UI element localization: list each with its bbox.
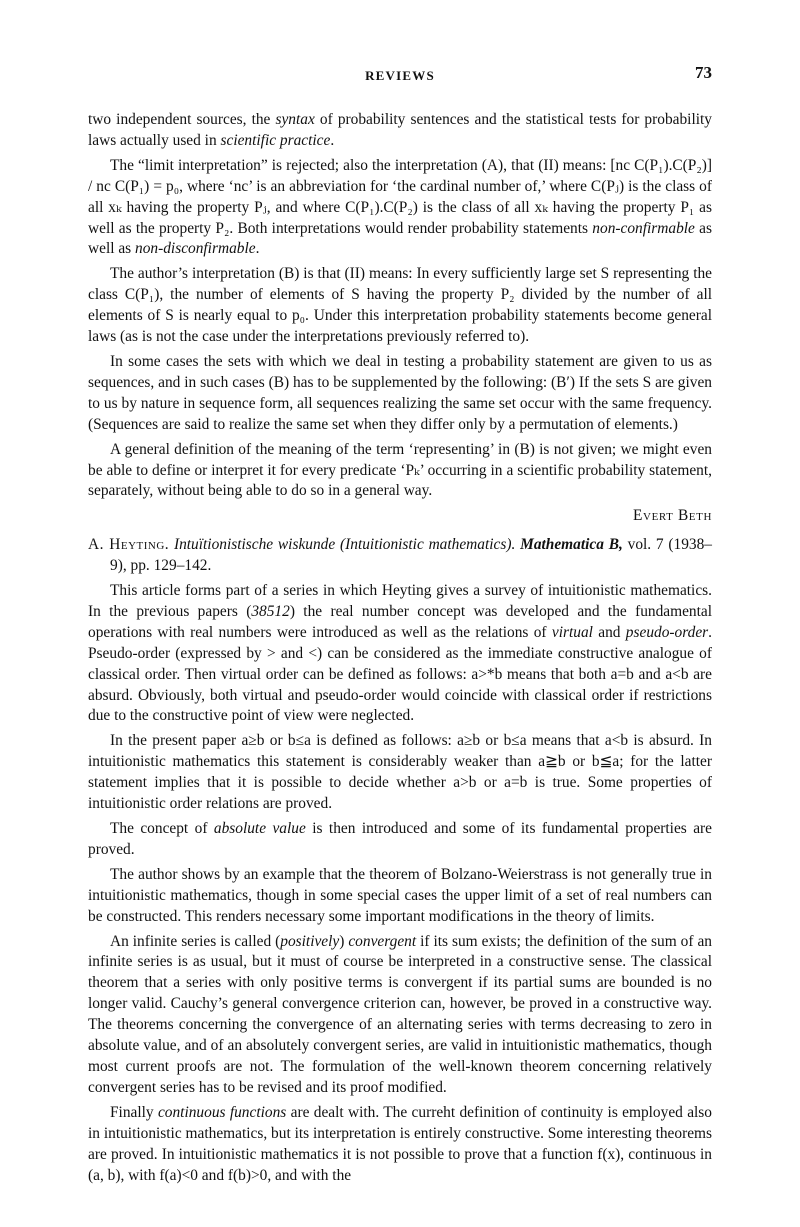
review1-paragraph-1: two independent sources, the syntax of probability sentences and the statistical tests for probability laws actually used in scientific practice. (88, 111, 712, 149)
review2-paragraph-5: An infinite series is called (positively) convergent if its sum exists; the definition of the sum of an infinite series is as usual, but it must of course be interpreted in a constructive sense. The classical theorem that a series with only positive terms is convergent if its partial sums are bounded is no longer valid. Cauchy’s general convergence criterion can, however, be proved in a constructive way. The theorems concerning the convergence of an alternating series with terms decreasing to zero in absolute value, and of an absolutely convergent series, are valid in intuitionistic mathematics, though most current proofs are not. The formulation of the well-known theorem concerning relatively convergent series has to be revised and its proof modified. (88, 932, 712, 1096)
review1-paragraph-2: The “limit interpretation” is rejected; also the interpretation (A), that (II) means: [nc C(P₁).C(P₂)] / nc C(P₁) = p₀, where ‘nc’ is an abbreviation for ‘the cardinal number of,’ where C(Pⱼ) is the class of all xₖ having the property Pⱼ, and where C(P₁).C(P₂) is the class of all xₖ having the property P₁ as well as the property P₂. Both interpretations would render probability statements non-confirmable as well as non-disconfirmable. (88, 156, 712, 258)
review2-paragraph-6: Finally continuous functions are dealt with. The curreht definition of continuity is employed also in intuitionistic mathematics, but its interpretation is entirely constructive. Some interesting theorems are proved. In intuitionistic mathematics it is not possible to prove that a function f(x), continuous in (a, b), with f(a)<0 and f(b)>0, and with the (88, 1103, 712, 1184)
review1-paragraph-3: The author’s interpretation (B) is that (II) means: In every sufficiently large set S representing the class C(P₁), the number of elements of S having the property P₂ divided by the number of all elements of S is nearly equal to p₀. Under this interpretation probability statements become general laws (as is not the case under the interpretations previously referred to). (88, 265, 712, 346)
running-head: REVIEWS (365, 68, 435, 83)
review1-paragraph-4: In some cases the sets with which we deal in testing a probability statement are given to us as sequences, and in such cases (B) has to be supplemented by the following: (B′) If the sets S are given to us by nature in sequence form, all sequences realizing the same set occur with the same frequency. (Sequences are said to realize the same set when they differ only by a permutation of elements.) (88, 352, 712, 433)
review2-paragraph-4: The author shows by an example that the theorem of Bolzano-Weierstrass is not generally true in intuitionistic mathematics, though in some special cases the upper limit of a set of real numbers can be constructed. This renders necessary some important modifications in the theory of limits. (88, 865, 712, 925)
review1-paragraph-5: A general definition of the meaning of the term ‘representing’ in (B) is not given; we might even be able to define or interpret it for every predicate ‘Pₖ’ occurring in a scientific probability statement, separately, without being able to do so in a general way. (88, 440, 712, 500)
review2-paragraph-1: This article forms part of a series in which Heyting gives a survey of intuitionistic mathematics. In the previous papers (38512) the real number concept was developed and the fundamental operations with real numbers were introduced as well as the relations of virtual and pseudo-order. Pseudo-order (expressed by > and <) can be considered as the immediate constructive analogue of classical order. Then virtual order can be defined as follows: a>*b means that both a=b and a<b are absurd. Obviously, both virtual and pseudo-order would coincide with classical order if restrictions due to the constructive point of view were neglected. (88, 582, 713, 725)
review2-paragraph-3: The concept of absolute value is then introduced and some of its fundamental properties are proved. (88, 820, 712, 858)
review2-paragraph-2: In the present paper a≥b or b≤a is defined as follows: a≥b or b≤a means that a<b is absurd. In intuitionistic mathematics this statement is considerably weaker than a≧b or b≦a; for the latter statement implies that it is possible to decide whether a>b or a=b is true. Some properties of intuitionistic order relations are proved. (88, 732, 712, 813)
body-text (88, 110, 712, 1190)
page-number: 73 (695, 63, 712, 82)
page-header (88, 63, 712, 88)
reviewer-signature: Evert Beth (633, 507, 712, 525)
review2-citation: A. Heyting. Intuïtionistische wiskunde (Intuitionistic mathematics). Mathematica B, vol. 7 (1938–9), pp. 129–142. (88, 536, 713, 575)
